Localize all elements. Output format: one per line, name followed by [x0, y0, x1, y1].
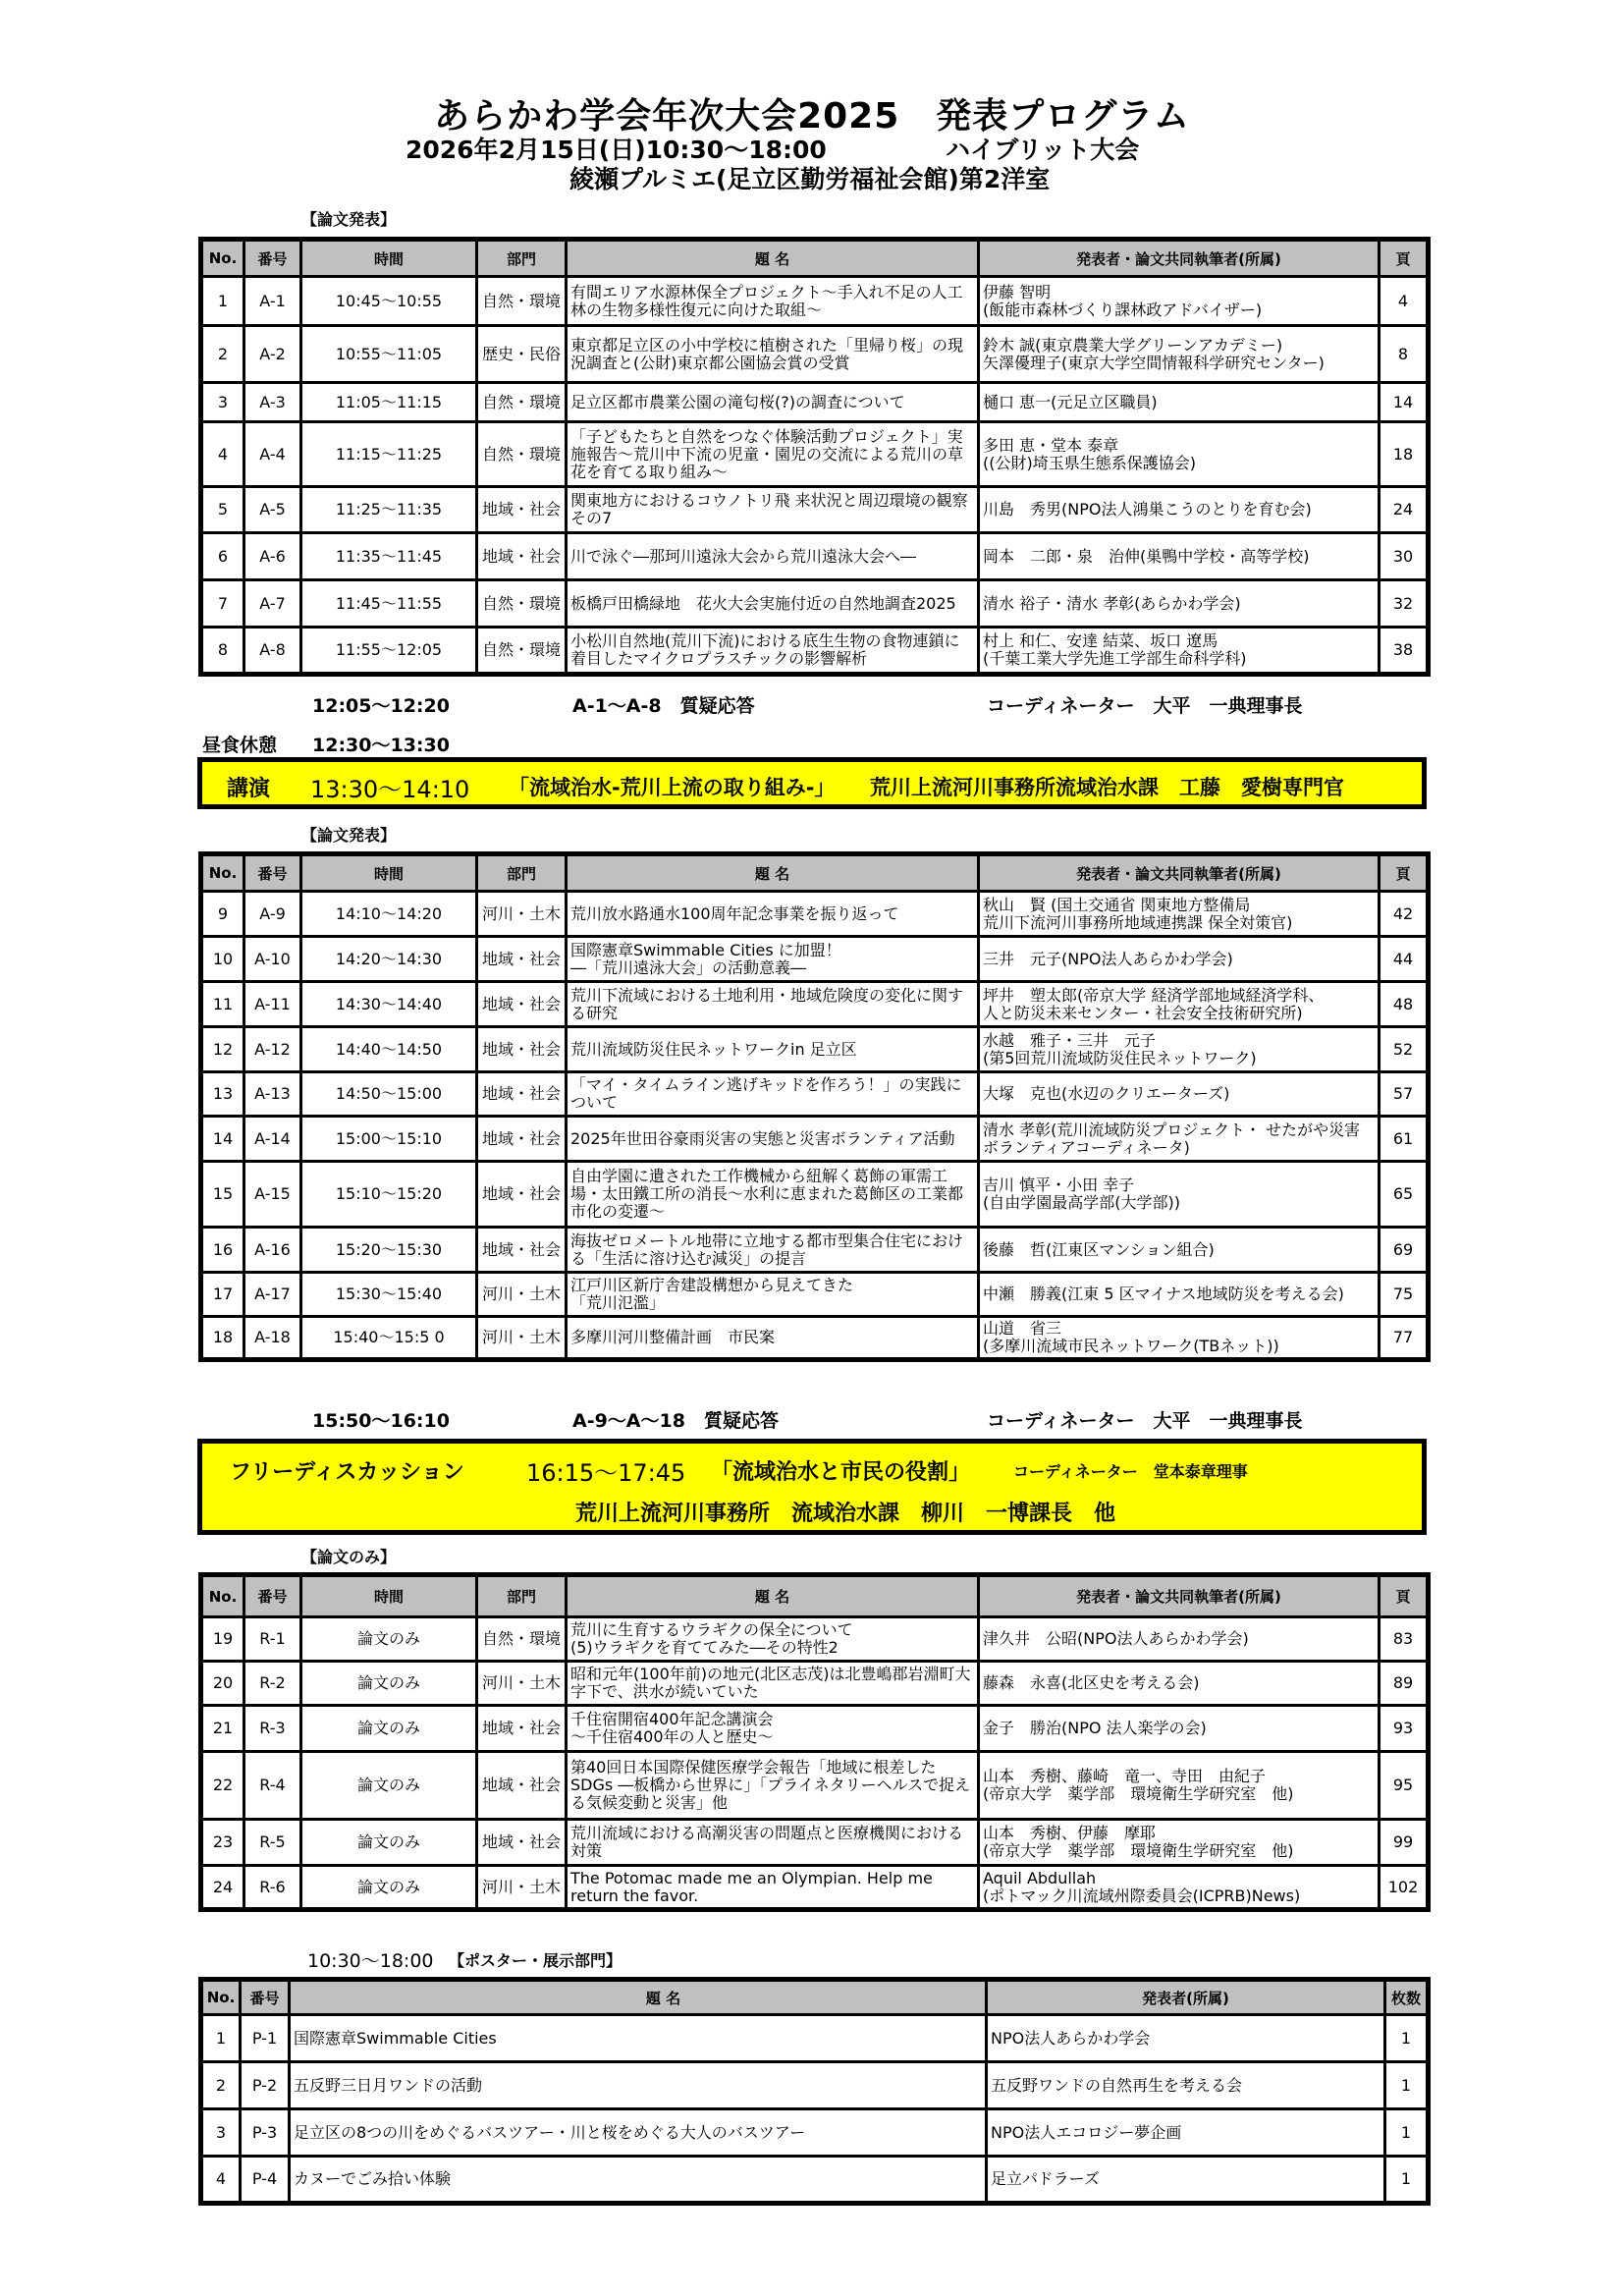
row-dept: 地域・社会	[477, 533, 567, 580]
row-no: 8	[201, 628, 244, 675]
discussion-coordinator: コーディネーター 堂本泰章理事	[1013, 1462, 1248, 1481]
row-dept: 地域・社会	[477, 1117, 567, 1162]
table-header-row	[201, 240, 1429, 277]
row-code: R-2	[244, 1662, 301, 1706]
col-time: 時間	[301, 854, 477, 892]
qa1-time: 12:05～12:20	[312, 695, 450, 717]
row-count: 1	[1385, 2109, 1429, 2157]
table-row	[201, 2015, 1429, 2062]
table-row	[201, 487, 1429, 533]
row-title: 第40回日本国際保健医療学会報告「地域に根差したSDGs ―板橋から世界に」「プライネタリーヘルスで捉える気候変動と災害」他	[567, 1752, 979, 1820]
row-no: 16	[201, 1228, 244, 1273]
row-no: 2	[201, 2062, 241, 2109]
row-count: 1	[1385, 2062, 1429, 2109]
row-author: 山道 省三 (多摩川流域市民ネットワーク(TBネット))	[979, 1317, 1380, 1360]
row-author: 清水 裕子・清水 孝彰(あらかわ学会)	[979, 580, 1380, 628]
row-page: 18	[1380, 422, 1429, 487]
row-code: A-7	[244, 580, 301, 628]
qa1-coordinator: コーディネーター 大平 一典理事長	[987, 695, 1303, 717]
table-row	[201, 1027, 1429, 1072]
row-title: 足立区の8つの川をめぐるバスツアー・川と桜をめぐる大人のバスツアー	[290, 2109, 987, 2157]
row-code: A-11	[244, 982, 301, 1027]
row-time: 15:20～15:30	[301, 1228, 477, 1273]
row-author: 村上 和仁、安達 結菜、坂口 遼馬 (千葉工業大学先進工学部生命科学科)	[979, 628, 1380, 675]
lecture-speaker: 荒川上流河川事務所流域治水課 工藤 愛樹専門官	[870, 776, 1344, 799]
discussion-banner	[197, 1439, 1427, 1535]
col-code: 番号	[244, 1575, 301, 1617]
row-author: 吉川 慎平・小田 幸子 (自由学園最高学部(大学部))	[979, 1162, 1380, 1228]
row-title: カヌーでごみ拾い体験	[290, 2157, 987, 2204]
row-dept: 自然・環境	[477, 422, 567, 487]
row-page: 99	[1380, 1820, 1429, 1866]
row-dept: 地域・社会	[477, 1162, 567, 1228]
row-no: 23	[201, 1820, 244, 1866]
col-time: 時間	[301, 1575, 477, 1617]
table-row	[201, 937, 1429, 982]
row-page: 4	[1380, 277, 1429, 326]
row-time: 11:05～11:15	[301, 383, 477, 422]
row-author: 三井 元子(NPO法人あらかわ学会)	[979, 937, 1380, 982]
row-code: A-8	[244, 628, 301, 675]
row-count: 1	[1385, 2157, 1429, 2204]
row-page: 30	[1380, 533, 1429, 580]
lecture-title: 「流域治水-荒川上流の取り組み-」	[509, 776, 836, 799]
row-time: 14:30～14:40	[301, 982, 477, 1027]
col-code: 番号	[244, 240, 301, 277]
row-page: 83	[1380, 1617, 1429, 1662]
row-dept: 自然・環境	[477, 628, 567, 675]
table-row	[201, 2062, 1429, 2109]
row-author: 伊藤 智明 (飯能市森林づくり課林政アドバイザー)	[979, 277, 1380, 326]
row-no: 9	[201, 892, 244, 937]
row-time: 11:45～11:55	[301, 580, 477, 628]
col-title: 題 名	[567, 854, 979, 892]
row-author: Aquil Abdullah (ポトマック川流域州際委員会(ICPRB)News)	[979, 1866, 1380, 1910]
col-time: 時間	[301, 240, 477, 277]
row-code: R-1	[244, 1617, 301, 1662]
table-row	[201, 1317, 1429, 1360]
row-no: 5	[201, 487, 244, 533]
row-page: 8	[1380, 326, 1429, 383]
col-page: 頁	[1380, 240, 1429, 277]
row-author: 鈴木 誠(東京農業大学グリーンアカデミー) 矢澤優理子(東京大学空間情報科学研究センター)	[979, 326, 1380, 383]
row-title: 有間エリア水源林保全プロジェクト～手入れ不足の人工林の生物多様性復元に向けた取組～	[567, 277, 979, 326]
row-page: 102	[1380, 1866, 1429, 1910]
row-dept: 河川・土木	[477, 1662, 567, 1706]
col-title: 題 名	[290, 1980, 987, 2015]
row-no: 4	[201, 2157, 241, 2204]
row-time: 論文のみ	[301, 1866, 477, 1910]
row-time: 15:30～15:40	[301, 1273, 477, 1317]
row-code: R-3	[244, 1706, 301, 1752]
row-title: 「子どもたちと自然をつなぐ体験活動プロジェクト」実施報告～荒川中下流の児童・園児の交流による荒川の草花を育てる取り組み～	[567, 422, 979, 487]
table-row	[201, 1820, 1429, 1866]
row-title: 板橋戸田橋緑地 花火大会実施付近の自然地調査2025	[567, 580, 979, 628]
row-author: 後藤 哲(江東区マンション組合)	[979, 1228, 1380, 1273]
row-dept: 河川・土木	[477, 1273, 567, 1317]
qa2-range: A-9～A～18 質疑応答	[572, 1410, 779, 1432]
row-code: A-15	[244, 1162, 301, 1228]
row-no: 22	[201, 1752, 244, 1820]
row-code: A-9	[244, 892, 301, 937]
table-row	[201, 422, 1429, 487]
paper-table-1	[198, 237, 1431, 677]
row-code: A-4	[244, 422, 301, 487]
row-time: 論文のみ	[301, 1752, 477, 1820]
row-dept: 自然・環境	[477, 383, 567, 422]
row-code: A-2	[244, 326, 301, 383]
row-code: A-5	[244, 487, 301, 533]
row-no: 7	[201, 580, 244, 628]
row-code: A-10	[244, 937, 301, 982]
row-author: 坪井 塑太郎(帝京大学 経済学部地域経済学科、 人と防災未来センター・社会安全技術研究所)	[979, 982, 1380, 1027]
col-title: 題 名	[567, 1575, 979, 1617]
row-page: 32	[1380, 580, 1429, 628]
row-dept: 地域・社会	[477, 487, 567, 533]
row-title: 荒川下流域における土地利用・地域危険度の変化に関する研究	[567, 982, 979, 1027]
row-title: 五反野三日月ワンドの活動	[290, 2062, 987, 2109]
discussion-title: 「流域治水と市民の役割」	[711, 1460, 971, 1485]
lecture-time: 13:30～14:10	[310, 776, 470, 803]
row-time: 11:25～11:35	[301, 487, 477, 533]
col-author: 発表者・論文共同執筆者(所属)	[979, 854, 1380, 892]
row-no: 4	[201, 422, 244, 487]
discussion-time: 16:15～17:45	[526, 1459, 686, 1487]
row-page: 93	[1380, 1706, 1429, 1752]
row-author: 多田 恵・堂本 泰章 ((公財)埼玉県生態系保護協会)	[979, 422, 1380, 487]
row-page: 38	[1380, 628, 1429, 675]
row-code: R-6	[244, 1866, 301, 1910]
row-author: NPO法人あらかわ学会	[987, 2015, 1385, 2062]
row-dept: 自然・環境	[477, 580, 567, 628]
paper-table-2	[198, 851, 1431, 1362]
row-time: 10:55～11:05	[301, 326, 477, 383]
table-row	[201, 1752, 1429, 1820]
row-title: 東京都足立区の小中学校に植樹された「里帰り桜」の現況調査と(公財)東京都公園協会賞の受賞	[567, 326, 979, 383]
row-time: 11:35～11:45	[301, 533, 477, 580]
row-no: 10	[201, 937, 244, 982]
qa2-time: 15:50～16:10	[312, 1410, 450, 1432]
row-no: 13	[201, 1072, 244, 1117]
row-title: 小松川自然地(荒川下流)における底生生物の食物連鎖に着目したマイクロプラスチックの影響解析	[567, 628, 979, 675]
row-no: 1	[201, 277, 244, 326]
row-no: 24	[201, 1866, 244, 1910]
row-no: 15	[201, 1162, 244, 1228]
row-dept: 地域・社会	[477, 1228, 567, 1273]
row-title: 川で泳ぐ―那珂川遠泳大会から荒川遠泳大会へ―	[567, 533, 979, 580]
row-author: 金子 勝治(NPO 法人楽学の会)	[979, 1706, 1380, 1752]
row-title: 国際憲章Swimmable Cities に加盟！ ―「荒川遠泳大会」の活動意義―	[567, 937, 979, 982]
row-dept: 河川・土木	[477, 1866, 567, 1910]
section1-label: 【論文発表】	[301, 210, 397, 229]
table-header-row	[201, 1980, 1429, 2015]
row-no: 3	[201, 2109, 241, 2157]
row-code: P-4	[241, 2157, 290, 2204]
row-time: 14:40～14:50	[301, 1027, 477, 1072]
row-code: A-3	[244, 383, 301, 422]
row-author: 川島 秀男(NPO法人鴻巣こうのとりを育む会)	[979, 487, 1380, 533]
row-time: 14:10～14:20	[301, 892, 477, 937]
row-code: A-18	[244, 1317, 301, 1360]
row-dept: 地域・社会	[477, 982, 567, 1027]
col-page: 頁	[1380, 1575, 1429, 1617]
row-dept: 地域・社会	[477, 1027, 567, 1072]
col-author: 発表者・論文共同執筆者(所属)	[979, 240, 1380, 277]
row-time: 論文のみ	[301, 1820, 477, 1866]
poster-table	[198, 1977, 1431, 2206]
table-row	[201, 1072, 1429, 1117]
row-time: 15:00～15:10	[301, 1117, 477, 1162]
row-no: 12	[201, 1027, 244, 1072]
row-dept: 地域・社会	[477, 1706, 567, 1752]
row-author: 足立パドラーズ	[987, 2157, 1385, 2204]
row-title: 国際憲章Swimmable Cities	[290, 2015, 987, 2062]
row-page: 61	[1380, 1117, 1429, 1162]
row-author: 清水 孝彰(荒川流域防災プロジェクト・ せたがや災害ボランティアコーディネータ)	[979, 1117, 1380, 1162]
row-time: 15:40～15:5 0	[301, 1317, 477, 1360]
row-no: 14	[201, 1117, 244, 1162]
qa2-coordinator: コーディネーター 大平 一典理事長	[987, 1410, 1303, 1432]
poster-time: 10:30～18:00	[307, 1950, 434, 1972]
row-page: 42	[1380, 892, 1429, 937]
row-time: 14:50～15:00	[301, 1072, 477, 1117]
row-code: R-5	[244, 1820, 301, 1866]
row-page: 89	[1380, 1662, 1429, 1706]
row-code: P-1	[241, 2015, 290, 2062]
col-title: 題 名	[567, 240, 979, 277]
col-no: No.	[201, 1980, 241, 2015]
row-code: A-16	[244, 1228, 301, 1273]
table-row	[201, 2157, 1429, 2204]
col-author: 発表者(所属)	[987, 1980, 1385, 2015]
row-code: A-14	[244, 1117, 301, 1162]
row-author: 山本 秀樹、伊藤 摩耶 (帝京大学 薬学部 環境衛生学研究室 他)	[979, 1820, 1380, 1866]
col-dept: 部門	[477, 240, 567, 277]
event-mode: ハイブリット大会	[946, 136, 1140, 164]
row-title: 2025年世田谷豪雨災害の実態と災害ボランティア活動	[567, 1117, 979, 1162]
row-time: 論文のみ	[301, 1617, 477, 1662]
row-no: 18	[201, 1317, 244, 1360]
col-count: 枚数	[1385, 1980, 1429, 2015]
row-page: 24	[1380, 487, 1429, 533]
row-page: 44	[1380, 937, 1429, 982]
table-row	[201, 1228, 1429, 1273]
lecture-label: 講演	[227, 777, 271, 801]
row-page: 57	[1380, 1072, 1429, 1117]
row-count: 1	[1385, 2015, 1429, 2062]
event-date: 2026年2月15日(日)10:30～18:00	[406, 136, 827, 164]
row-dept: 河川・土木	[477, 1317, 567, 1360]
row-time: 11:55～12:05	[301, 628, 477, 675]
row-code: P-3	[241, 2109, 290, 2157]
row-time: 11:15～11:25	[301, 422, 477, 487]
row-author: 樋口 恵一(元足立区職員)	[979, 383, 1380, 422]
row-no: 1	[201, 2015, 241, 2062]
row-no: 20	[201, 1662, 244, 1706]
row-no: 11	[201, 982, 244, 1027]
col-dept: 部門	[477, 854, 567, 892]
row-title: 海抜ゼロメートル地帯に立地する都市型集合住宅における「生活に溶け込む減災」の提言	[567, 1228, 979, 1273]
table-row	[201, 628, 1429, 675]
row-title: 荒川放水路通水100周年記念事業を振り返って	[567, 892, 979, 937]
row-no: 3	[201, 383, 244, 422]
row-dept: 河川・土木	[477, 892, 567, 937]
row-time: 論文のみ	[301, 1706, 477, 1752]
row-code: P-2	[241, 2062, 290, 2109]
section2-label: 【論文発表】	[301, 826, 397, 845]
row-code: A-6	[244, 533, 301, 580]
row-title: 関東地方におけるコウノトリ飛 来状況と周辺環境の観察 その7	[567, 487, 979, 533]
discussion-panel: 荒川上流河川事務所 流域治水課 柳川 一博課長 他	[575, 1502, 1116, 1526]
row-author: 大塚 克也(水辺のクリエーターズ)	[979, 1072, 1380, 1117]
event-venue: 綾瀬プルミエ(足立区勤労福祉会館)第2洋室	[569, 165, 1051, 193]
row-title: 「マイ・タイムライン逃げキッドを作ろう！」の実践について	[567, 1072, 979, 1117]
row-title: 荒川流域防災住民ネットワークin 足立区	[567, 1027, 979, 1072]
col-code: 番号	[241, 1980, 290, 2015]
row-code: A-17	[244, 1273, 301, 1317]
poster-label: 【ポスター・展示部門】	[449, 1951, 623, 1970]
row-author: 五反野ワンドの自然再生を考える会	[987, 2062, 1385, 2109]
row-page: 52	[1380, 1027, 1429, 1072]
table-row	[201, 326, 1429, 383]
row-title: 荒川に生育するウラギクの保全について (5)ウラギクを育ててみた―その特性2	[567, 1617, 979, 1662]
row-page: 95	[1380, 1752, 1429, 1820]
row-page: 69	[1380, 1228, 1429, 1273]
discussion-label: フリーディスカッション	[230, 1460, 464, 1485]
paper-table-3	[198, 1572, 1431, 1912]
row-title: 昭和元年(100年前)の地元(北区志茂)は北豊嶋郡岩淵町大字下で、洪水が続いていた	[567, 1662, 979, 1706]
lunch-time: 12:30～13:30	[312, 735, 450, 756]
table-header-row	[201, 1575, 1429, 1617]
row-page: 14	[1380, 383, 1429, 422]
row-page: 65	[1380, 1162, 1429, 1228]
row-code: A-12	[244, 1027, 301, 1072]
row-time: 論文のみ	[301, 1662, 477, 1706]
table-row	[201, 1117, 1429, 1162]
col-no: No.	[201, 854, 244, 892]
row-author: NPO法人エコロジー夢企画	[987, 2109, 1385, 2157]
table-row	[201, 1273, 1429, 1317]
col-author: 発表者・論文共同執筆者(所属)	[979, 1575, 1380, 1617]
row-no: 21	[201, 1706, 244, 1752]
row-no: 19	[201, 1617, 244, 1662]
row-page: 75	[1380, 1273, 1429, 1317]
row-author: 山本 秀樹、藤崎 竜一、寺田 由紀子 (帝京大学 薬学部 環境衛生学研究室 他)	[979, 1752, 1380, 1820]
row-author: 藤森 永喜(北区史を考える会)	[979, 1662, 1380, 1706]
qa1-range: A-1～A-8 質疑応答	[572, 695, 755, 717]
row-code: A-1	[244, 277, 301, 326]
row-author: 水越 雅子・三井 元子 (第5回荒川流域防災住民ネットワーク)	[979, 1027, 1380, 1072]
table-row	[201, 1866, 1429, 1910]
row-author: 秋山 賢 (国土交通省 関東地方整備局 荒川下流河川事務所地域連携課 保全対策官)	[979, 892, 1380, 937]
table-row	[201, 892, 1429, 937]
row-author: 中瀬 勝義(江東 5 区マイナス地域防災を考える会)	[979, 1273, 1380, 1317]
col-code: 番号	[244, 854, 301, 892]
row-dept: 歴史・民俗	[477, 326, 567, 383]
row-title: 自由学園に遺された工作機械から紐解く葛飾の軍需工場・太田鐵工所の消長～水利に恵まれた葛飾区の工業都市化の変遷～	[567, 1162, 979, 1228]
row-dept: 地域・社会	[477, 1072, 567, 1117]
lecture-banner	[197, 757, 1427, 809]
row-author: 津久井 公昭(NPO法人あらかわ学会)	[979, 1617, 1380, 1662]
table-row	[201, 1706, 1429, 1752]
row-code: A-13	[244, 1072, 301, 1117]
row-dept: 地域・社会	[477, 1820, 567, 1866]
col-page: 頁	[1380, 854, 1429, 892]
table-row	[201, 533, 1429, 580]
row-page: 77	[1380, 1317, 1429, 1360]
row-title: 江戸川区新庁舎建設構想から見えてきた 「荒川氾濫」	[567, 1273, 979, 1317]
table-row	[201, 580, 1429, 628]
table-row	[201, 383, 1429, 422]
row-title: 千住宿開宿400年記念講演会 ～千住宿400年の人と歴史～	[567, 1706, 979, 1752]
table-row	[201, 1162, 1429, 1228]
row-dept: 自然・環境	[477, 1617, 567, 1662]
table-row	[201, 2109, 1429, 2157]
table-row	[201, 1662, 1429, 1706]
row-time: 14:20～14:30	[301, 937, 477, 982]
table-row	[201, 277, 1429, 326]
row-no: 6	[201, 533, 244, 580]
table-row	[201, 1617, 1429, 1662]
row-page: 48	[1380, 982, 1429, 1027]
table-row	[201, 982, 1429, 1027]
row-author: 岡本 二郎・泉 治伸(巣鴨中学校・高等学校)	[979, 533, 1380, 580]
section3-label: 【論文のみ】	[301, 1548, 397, 1566]
row-title: 足立区都市農業公園の滝匂桜(?)の調査について	[567, 383, 979, 422]
row-title: 多摩川河川整備計画 市民案	[567, 1317, 979, 1360]
row-title: 荒川流域における高潮災害の問題点と医療機関における対策	[567, 1820, 979, 1866]
row-dept: 地域・社会	[477, 937, 567, 982]
row-no: 2	[201, 326, 244, 383]
row-dept: 自然・環境	[477, 277, 567, 326]
table-header-row	[201, 854, 1429, 892]
page-title: あらかわ学会年次大会2025 発表プログラム	[434, 96, 1190, 137]
col-no: No.	[201, 1575, 244, 1617]
row-dept: 地域・社会	[477, 1752, 567, 1820]
row-title: The Potomac made me an Olympian. Help me return the favor.	[567, 1866, 979, 1910]
lunch-label: 昼食休憩	[202, 735, 278, 756]
row-time: 15:10～15:20	[301, 1162, 477, 1228]
row-code: R-4	[244, 1752, 301, 1820]
col-no: No.	[201, 240, 244, 277]
row-no: 17	[201, 1273, 244, 1317]
row-time: 10:45～10:55	[301, 277, 477, 326]
col-dept: 部門	[477, 1575, 567, 1617]
